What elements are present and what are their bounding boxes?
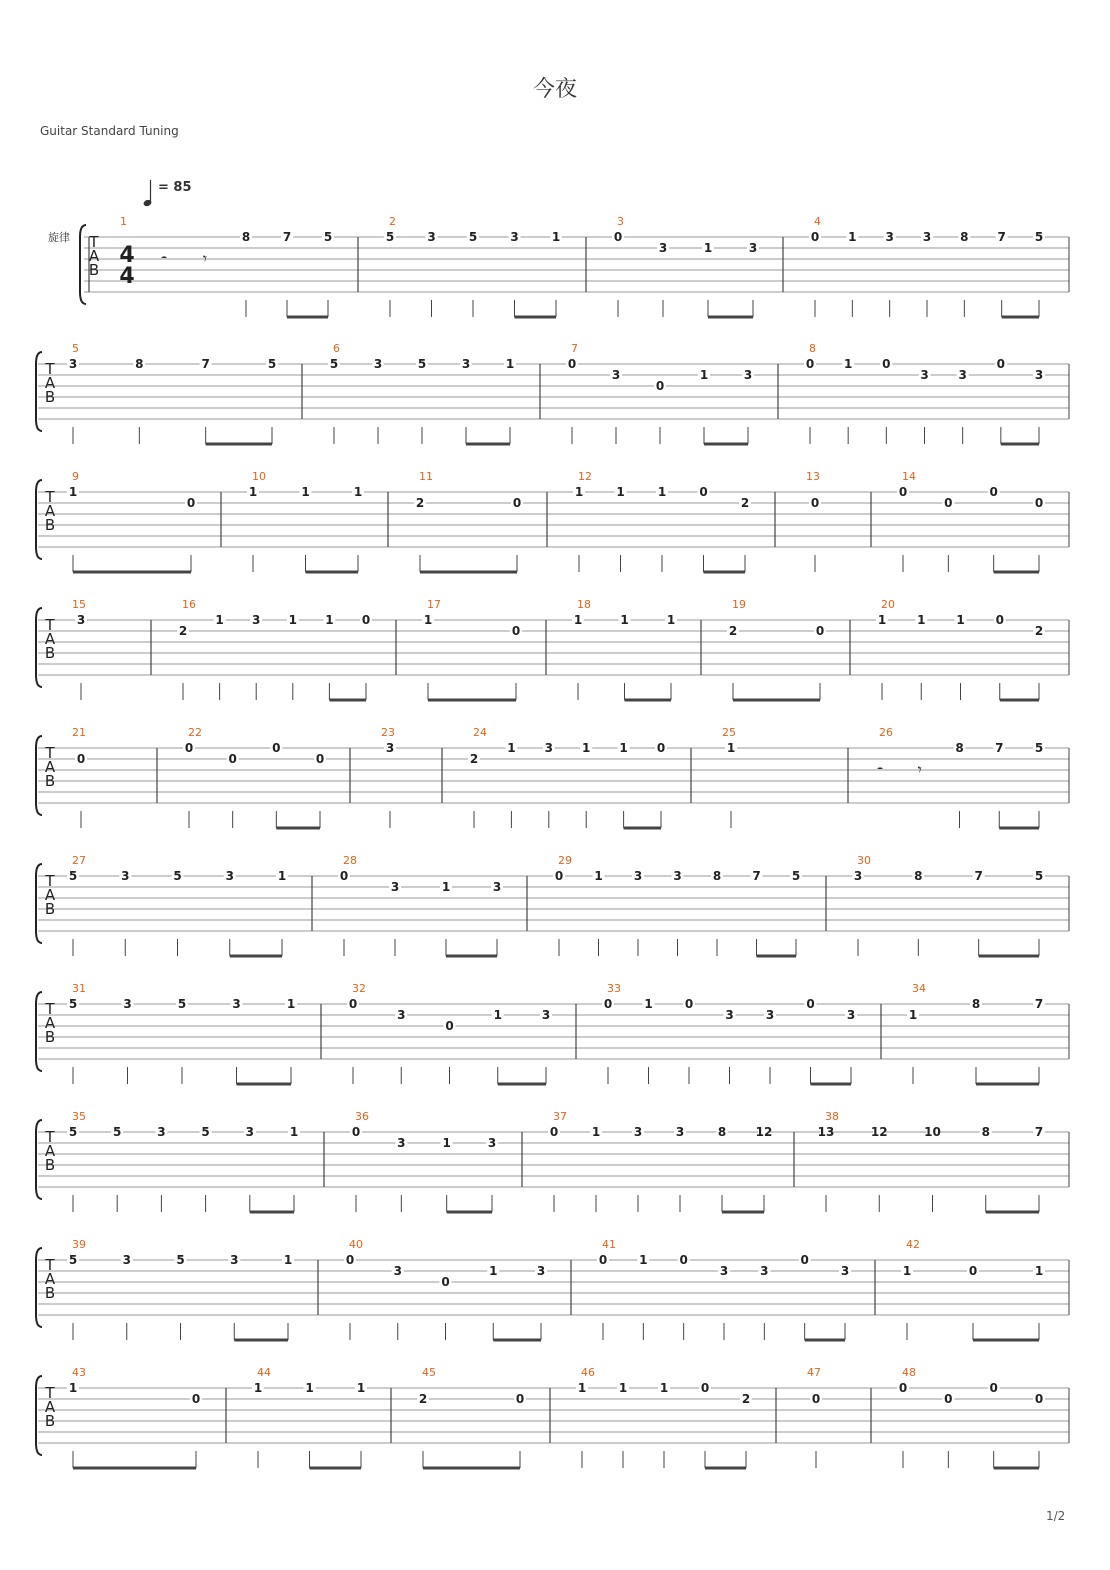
tab-clef-letter: A <box>88 247 100 265</box>
fret-number: 0 <box>345 1253 355 1267</box>
fret-number: 7 <box>997 230 1006 244</box>
fret-number: 0 <box>810 496 820 510</box>
measure-number: 25 <box>722 726 736 739</box>
fret-number: 3 <box>658 241 668 255</box>
fret-number: 7 <box>201 357 210 371</box>
measure-number: 5 <box>72 342 79 355</box>
fret-number: 3 <box>725 1008 734 1022</box>
fret-number: 0 <box>511 624 521 638</box>
fret-number: 5 <box>417 357 427 371</box>
fret-number: 0 <box>512 496 522 510</box>
fret-number: 1 <box>301 485 310 499</box>
fret-number: 0 <box>603 997 613 1011</box>
tab-clef-letter: B <box>44 1412 56 1430</box>
fret-number: 0 <box>191 1392 201 1406</box>
fret-number: 0 <box>655 379 665 393</box>
fret-number: 1 <box>644 997 653 1011</box>
tab-system <box>36 982 1069 1084</box>
fret-number: 3 <box>743 368 753 382</box>
fret-number: 0 <box>811 1392 821 1406</box>
fret-number: 0 <box>679 1253 688 1267</box>
fret-number: 1 <box>620 613 629 627</box>
fret-number: 1 <box>441 880 451 894</box>
fret-number: 1 <box>908 1008 918 1022</box>
fret-number: 0 <box>898 485 908 499</box>
fret-number: 0 <box>800 1253 809 1267</box>
tab-clef-letter: B <box>88 261 100 279</box>
tab-clef-letter: T <box>89 233 99 251</box>
tab-clef-letter: T <box>45 488 55 506</box>
fret-number: 0 <box>598 1253 608 1267</box>
measure-number: 20 <box>881 598 895 611</box>
fret-number: 1 <box>699 368 709 382</box>
time-signature-bottom: 4 <box>119 264 135 289</box>
rest-symbol: 𝄾 <box>917 760 922 779</box>
fret-number: 0 <box>882 357 891 371</box>
fret-number: 0 <box>805 357 815 371</box>
measure-number: 23 <box>381 726 395 739</box>
fret-number: 0 <box>361 613 371 627</box>
fret-number: 3 <box>385 741 395 755</box>
tab-system <box>36 598 1069 700</box>
fret-number: 3 <box>225 869 234 883</box>
fret-number: 3 <box>633 1125 643 1139</box>
measure-number: 9 <box>72 470 79 483</box>
fret-number: 0 <box>567 357 577 371</box>
fret-number: 0 <box>944 1392 953 1406</box>
fret-number: 1 <box>591 1125 601 1139</box>
fret-number: 5 <box>177 997 187 1011</box>
tab-clef-letter: B <box>44 516 56 534</box>
fret-number: 0 <box>944 496 953 510</box>
fret-number: 1 <box>286 997 296 1011</box>
fret-number: 2 <box>418 1392 428 1406</box>
fret-number: 3 <box>397 1136 406 1150</box>
fret-number: 0 <box>76 752 86 766</box>
measure-number: 38 <box>825 1110 839 1123</box>
fret-number: 8 <box>981 1125 990 1139</box>
tab-clef-letter: B <box>44 1156 56 1174</box>
tab-clef-letter: A <box>44 502 56 520</box>
tab-clef-letter: A <box>44 758 56 776</box>
fret-number: 1 <box>848 230 857 244</box>
tab-clef-letter: T <box>45 1128 55 1146</box>
fret-number: 13 <box>817 1125 835 1139</box>
time-signature-top: 4 <box>119 243 135 268</box>
fret-number: 1 <box>253 1381 263 1395</box>
measure-number: 32 <box>352 982 366 995</box>
fret-number: 1 <box>618 1381 628 1395</box>
measure-number: 3 <box>617 215 624 228</box>
tab-clef-letter: A <box>44 1270 56 1288</box>
fret-number: 8 <box>241 230 251 244</box>
fret-number: 3 <box>492 880 502 894</box>
measure-number: 33 <box>607 982 621 995</box>
fret-number: 1 <box>616 485 625 499</box>
measure-number: 28 <box>343 854 357 867</box>
fret-number: 0 <box>228 752 237 766</box>
measure-number: 26 <box>879 726 893 739</box>
fret-number: 8 <box>717 1125 727 1139</box>
fret-number: 1 <box>902 1264 912 1278</box>
fret-number: 3 <box>461 357 471 371</box>
tab-clef-letter: B <box>44 772 56 790</box>
fret-number: 2 <box>1034 624 1044 638</box>
measure-number: 13 <box>806 470 820 483</box>
fret-number: 1 <box>573 613 583 627</box>
fret-number: 3 <box>541 1008 551 1022</box>
tab-clef-letter: B <box>44 1028 56 1046</box>
measure-number: 48 <box>902 1366 916 1379</box>
fret-number: 2 <box>728 624 738 638</box>
tab-clef-letter: T <box>45 872 55 890</box>
fret-number: 0 <box>995 613 1004 627</box>
tab-clef-letter: A <box>44 374 56 392</box>
fret-number: 5 <box>68 869 78 883</box>
measure-number: 16 <box>182 598 196 611</box>
fret-number: 3 <box>536 1264 546 1278</box>
rest-symbol: 𝄼 <box>160 249 168 268</box>
fret-number: 1 <box>353 485 363 499</box>
tab-system <box>36 342 1069 444</box>
measure-number: 41 <box>602 1238 616 1251</box>
fret-number: 1 <box>442 1136 451 1150</box>
fret-number: 0 <box>348 997 358 1011</box>
tab-clef-letter: A <box>44 886 56 904</box>
measure-number: 10 <box>252 470 266 483</box>
fret-number: 5 <box>68 1125 78 1139</box>
measure-number: 27 <box>72 854 86 867</box>
tab-system <box>36 1110 1069 1212</box>
fret-number: 0 <box>351 1125 361 1139</box>
song-title: 今夜 <box>532 77 577 102</box>
measure-number: 29 <box>558 854 572 867</box>
fret-number: 7 <box>995 741 1004 755</box>
fret-number: 5 <box>323 230 333 244</box>
measure-number: 44 <box>257 1366 271 1379</box>
fret-number: 5 <box>201 1125 210 1139</box>
fret-number: 1 <box>659 1381 669 1395</box>
fret-number: 5 <box>113 1125 122 1139</box>
fret-number: 8 <box>712 869 722 883</box>
tab-system <box>36 1366 1069 1468</box>
fret-number: 0 <box>554 869 564 883</box>
measure-number: 36 <box>355 1110 369 1123</box>
fret-number: 1 <box>356 1381 366 1395</box>
fret-number: 3 <box>1034 368 1044 382</box>
rest-symbol: 𝄼 <box>876 760 884 779</box>
measure-number: 37 <box>553 1110 567 1123</box>
fret-number: 12 <box>870 1125 888 1139</box>
tab-clef-letter: T <box>45 360 55 378</box>
fret-number: 1 <box>703 241 713 255</box>
fret-number: 8 <box>914 869 923 883</box>
fret-number: 3 <box>427 230 436 244</box>
fret-number: 1 <box>657 485 667 499</box>
fret-number: 3 <box>846 1008 856 1022</box>
fret-number: 5 <box>1034 869 1044 883</box>
fret-number: 1 <box>577 1381 587 1395</box>
fret-number: 1 <box>505 357 515 371</box>
fret-number: 0 <box>445 1019 454 1033</box>
fret-number: 3 <box>245 1125 254 1139</box>
measure-number: 15 <box>72 598 86 611</box>
measure-number: 47 <box>807 1366 821 1379</box>
measure-number: 8 <box>809 342 816 355</box>
fret-number: 7 <box>752 869 761 883</box>
measure-number: 21 <box>72 726 86 739</box>
tab-clef-letter: B <box>44 644 56 662</box>
tab-clef-letter: B <box>44 1284 56 1302</box>
fret-number: 1 <box>68 485 78 499</box>
fret-number: 1 <box>666 613 676 627</box>
fret-number: 1 <box>639 1253 648 1267</box>
fret-number: 2 <box>469 752 479 766</box>
fret-number: 3 <box>397 1008 406 1022</box>
fret-number: 7 <box>974 869 983 883</box>
fret-number: 0 <box>272 741 281 755</box>
measure-number: 45 <box>422 1366 436 1379</box>
measure-number: 17 <box>427 598 441 611</box>
measure-number: 11 <box>419 470 433 483</box>
measure-number: 6 <box>333 342 340 355</box>
fret-number: 3 <box>853 869 863 883</box>
fret-number: 7 <box>1034 1125 1044 1139</box>
fret-number: 1 <box>288 613 297 627</box>
fret-number: 7 <box>1034 997 1044 1011</box>
fret-number: 5 <box>1034 230 1044 244</box>
page-number: 1/2 <box>1046 1509 1066 1523</box>
fret-number: 3 <box>611 368 621 382</box>
fret-number: 3 <box>76 613 86 627</box>
tab-system <box>36 726 1069 828</box>
measure-number: 40 <box>349 1238 363 1251</box>
tab-clef-letter: T <box>45 1000 55 1018</box>
fret-number: 3 <box>748 241 758 255</box>
fret-number: 0 <box>186 496 196 510</box>
fret-number: 3 <box>487 1136 497 1150</box>
fret-number: 3 <box>719 1264 729 1278</box>
measure-number: 39 <box>72 1238 86 1251</box>
fret-number: 0 <box>656 741 666 755</box>
fret-number: 1 <box>489 1264 498 1278</box>
measure-number: 2 <box>389 215 396 228</box>
fret-number: 10 <box>924 1125 941 1139</box>
fret-number: 8 <box>135 357 144 371</box>
fret-number: 0 <box>989 485 998 499</box>
tab-clef-letter: B <box>44 900 56 918</box>
fret-number: 1 <box>68 1381 78 1395</box>
measure-number: 46 <box>581 1366 595 1379</box>
fret-number: 3 <box>393 1264 402 1278</box>
fret-number: 3 <box>920 368 929 382</box>
fret-number: 8 <box>960 230 969 244</box>
fret-number: 1 <box>325 613 334 627</box>
measure-number: 18 <box>577 598 591 611</box>
fret-number: 3 <box>68 357 78 371</box>
fret-number: 1 <box>283 1253 293 1267</box>
fret-number: 1 <box>493 1008 502 1022</box>
measure-number: 30 <box>857 854 871 867</box>
tempo-text: = 85 <box>158 180 192 195</box>
fret-number: 5 <box>173 869 182 883</box>
fret-number: 0 <box>1034 1392 1044 1406</box>
fret-number: 5 <box>176 1253 185 1267</box>
fret-number: 1 <box>1034 1264 1044 1278</box>
fret-number: 5 <box>68 1253 78 1267</box>
fret-number: 3 <box>922 230 932 244</box>
fret-number: 0 <box>968 1264 978 1278</box>
tab-clef-letter: A <box>44 1398 56 1416</box>
measure-number: 12 <box>578 470 592 483</box>
fret-number: 1 <box>248 485 258 499</box>
fret-number: 3 <box>675 1125 685 1139</box>
fret-number: 0 <box>699 485 708 499</box>
fret-number: 3 <box>252 613 261 627</box>
fret-number: 0 <box>810 230 820 244</box>
fret-number: 2 <box>178 624 188 638</box>
measure-number: 7 <box>571 342 578 355</box>
fret-number: 1 <box>305 1381 314 1395</box>
tuning-label: Guitar Standard Tuning <box>40 124 179 138</box>
rest-symbol: 𝄾 <box>202 249 208 268</box>
tab-clef-letter: A <box>44 1142 56 1160</box>
tab-system <box>36 854 1069 956</box>
fret-number: 3 <box>123 997 132 1011</box>
fret-number: 3 <box>230 1253 239 1267</box>
fret-number: 1 <box>215 613 224 627</box>
fret-number: 5 <box>68 997 78 1011</box>
measure-number: 24 <box>473 726 487 739</box>
fret-number: 1 <box>507 741 516 755</box>
fret-number: 3 <box>544 741 553 755</box>
tab-clef-letter: T <box>45 616 55 634</box>
fret-number: 0 <box>815 624 825 638</box>
fret-number: 1 <box>917 613 926 627</box>
fret-number: 3 <box>885 230 894 244</box>
fret-number: 8 <box>971 997 981 1011</box>
fret-number: 1 <box>956 613 965 627</box>
measure-number: 14 <box>902 470 916 483</box>
fret-number: 1 <box>289 1125 299 1139</box>
fret-number: 3 <box>157 1125 166 1139</box>
tab-clef-letter: A <box>44 1014 56 1032</box>
fret-number: 1 <box>877 613 887 627</box>
fret-number: 3 <box>373 357 383 371</box>
tab-system <box>36 470 1069 572</box>
track-label: 旋律 <box>48 231 70 244</box>
tab-system <box>80 215 1069 317</box>
fret-number: 1 <box>582 741 591 755</box>
fret-number: 0 <box>549 1125 559 1139</box>
fret-number: 1 <box>277 869 287 883</box>
fret-number: 0 <box>1034 496 1044 510</box>
tab-clef-letter: T <box>45 1256 55 1274</box>
tab-system <box>36 1238 1069 1340</box>
fret-number: 3 <box>122 1253 131 1267</box>
fret-number: 3 <box>840 1264 850 1278</box>
fret-number: 7 <box>282 230 292 244</box>
measure-number: 42 <box>906 1238 920 1251</box>
fret-number: 5 <box>468 230 478 244</box>
fret-number: 0 <box>515 1392 525 1406</box>
fret-number: 3 <box>232 997 241 1011</box>
measure-number: 43 <box>72 1366 86 1379</box>
fret-number: 0 <box>441 1275 450 1289</box>
fret-number: 0 <box>996 357 1006 371</box>
fret-number: 0 <box>684 997 694 1011</box>
fret-number: 1 <box>843 357 853 371</box>
fret-number: 0 <box>184 741 194 755</box>
fret-number: 1 <box>574 485 584 499</box>
measure-number: 31 <box>72 982 86 995</box>
fret-number: 5 <box>791 869 801 883</box>
fret-number: 3 <box>760 1264 769 1278</box>
tab-clef-letter: T <box>45 744 55 762</box>
fret-number: 0 <box>315 752 325 766</box>
fret-number: 5 <box>1034 741 1044 755</box>
fret-number: 3 <box>958 368 967 382</box>
fret-number: 3 <box>390 880 400 894</box>
fret-number: 1 <box>551 230 561 244</box>
fret-number: 3 <box>633 869 643 883</box>
fret-number: 0 <box>989 1381 998 1395</box>
fret-number: 5 <box>329 357 339 371</box>
tab-clef-letter: B <box>44 388 56 406</box>
fret-number: 3 <box>765 1008 775 1022</box>
fret-number: 1 <box>423 613 433 627</box>
fret-number: 2 <box>741 1392 751 1406</box>
measure-number: 19 <box>732 598 746 611</box>
fret-number: 0 <box>700 1381 710 1395</box>
measure-number: 35 <box>72 1110 86 1123</box>
fret-number: 12 <box>755 1125 773 1139</box>
fret-number: 5 <box>267 357 277 371</box>
tab-clef-letter: A <box>44 630 56 648</box>
fret-number: 1 <box>726 741 736 755</box>
fret-number: 8 <box>955 741 964 755</box>
measure-number: 4 <box>814 215 821 228</box>
fret-number: 0 <box>898 1381 908 1395</box>
fret-number: 0 <box>613 230 623 244</box>
fret-number: 2 <box>740 496 750 510</box>
fret-number: 2 <box>415 496 425 510</box>
fret-number: 3 <box>121 869 130 883</box>
fret-number: 1 <box>619 741 628 755</box>
measure-number: 22 <box>188 726 202 739</box>
fret-number: 3 <box>673 869 682 883</box>
measure-number: 34 <box>912 982 926 995</box>
measure-number: 1 <box>120 215 127 228</box>
fret-number: 5 <box>385 230 395 244</box>
tab-clef-letter: T <box>45 1384 55 1402</box>
fret-number: 0 <box>806 997 815 1011</box>
fret-number: 0 <box>339 869 349 883</box>
fret-number: 1 <box>594 869 603 883</box>
fret-number: 3 <box>510 230 519 244</box>
